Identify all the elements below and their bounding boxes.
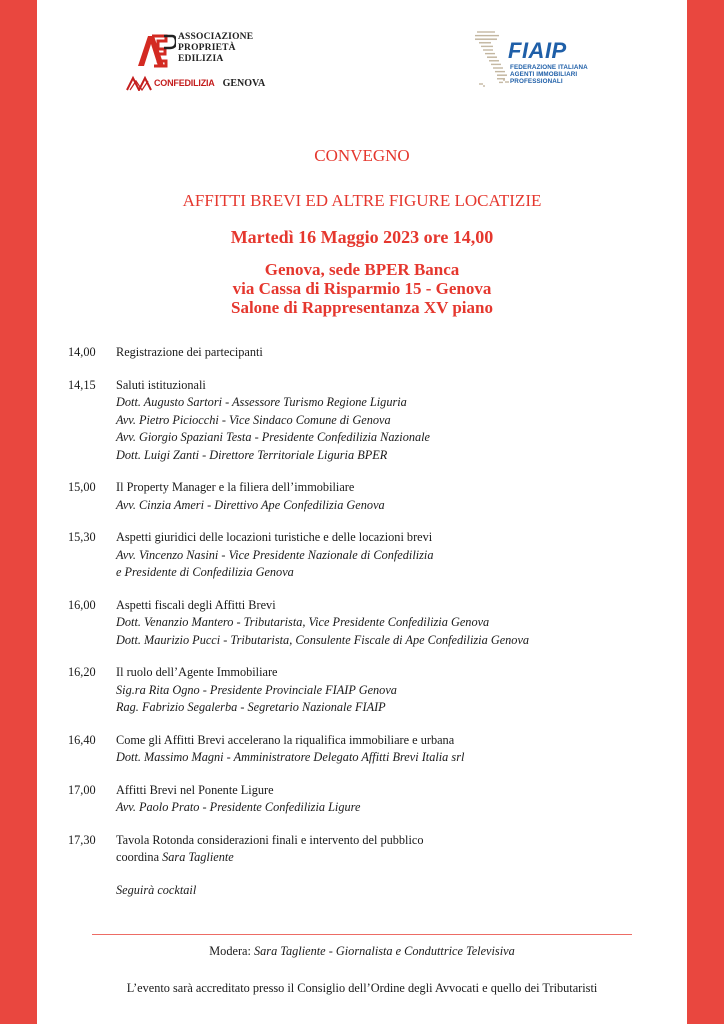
program-title: Aspetti giuridici delle locazioni turistiche e delle locazioni brevi — [116, 530, 433, 544]
confedilizia-icon — [126, 75, 152, 91]
program-item — [68, 344, 668, 362]
event-title: AFFITTI BREVI ED ALTRE FIGURE LOCATIZIE — [182, 191, 542, 210]
fiaip-name: FIAIP — [508, 38, 567, 63]
fiaip-sub-line-2: AGENTI IMMOBILIARI — [510, 71, 578, 78]
program-list — [68, 344, 668, 899]
program-speaker: Avv. Cinzia Ameri - Direttivo Ape Confedilizia Genova — [116, 497, 385, 512]
event-location — [37, 260, 687, 317]
coordina-name: Sara Tagliente — [162, 850, 234, 864]
program-title: Aspetti fiscali degli Affitti Brevi — [116, 597, 276, 612]
program-speaker: Dott. Venanzio Mantero - Tributarista, Vice Presidente Confedilizia Genova — [116, 615, 490, 629]
location-line-3: Salone di Rappresentanza XV piano — [231, 298, 493, 317]
program-title: Saluti istituzionali — [116, 377, 206, 392]
program-item — [68, 529, 668, 582]
program-item — [68, 597, 668, 650]
program-speaker: Dott. Augusto Sartori - Assessore Turismo Regione Liguria — [116, 395, 407, 409]
accreditation-note: L’evento sarà accreditato presso il Consiglio dell’Ordine degli Avvocati e quello dei Tributaristi — [126, 981, 598, 995]
ape-logo-mark — [136, 32, 176, 70]
program-time: 17,00 — [68, 782, 96, 797]
program-time: 15,00 — [68, 480, 96, 494]
confedilizia-row — [126, 74, 265, 92]
program-item — [68, 377, 668, 465]
program-title: Tavola Rotonda considerazioni finali e intervento del pubblico — [116, 832, 424, 847]
confedilizia-label: CONFEDILIZIA — [154, 78, 215, 88]
cocktail-note: Seguirà cocktail — [116, 882, 197, 897]
program-speaker: Rag. Fabrizio Segalerba - Segretario Nazionale FIAIP — [116, 700, 386, 714]
program-speaker: Avv. Giorgio Spaziani Testa - Presidente Confedilizia Nazionale — [116, 430, 431, 444]
moderator-line — [37, 944, 687, 959]
program-item — [68, 782, 668, 817]
location-line-1: Genova, sede BPER Banca — [264, 260, 460, 279]
program-title: Come gli Affitti Brevi accelerano la riqualifica immobiliare e urbana — [116, 732, 455, 747]
ape-name-line-2: PROPRIETÀ — [178, 43, 236, 53]
program-item — [68, 479, 668, 514]
ape-confedilizia-logo — [126, 30, 286, 92]
program-title: Il ruolo dell’Agente Immobiliare — [116, 665, 278, 679]
fiaip-sub-line-3: PROFESSIONALI — [510, 78, 563, 85]
left-red-border — [0, 0, 37, 1024]
event-date: Martedì 16 Maggio 2023 ore 14,00 — [230, 227, 494, 247]
program-title: Affitti Brevi nel Ponente Ligure — [116, 782, 274, 797]
program-speaker: Dott. Massimo Magni - Amministratore Delegato Affitti Brevi Italia srl — [116, 750, 465, 764]
program-speaker: e Presidente di Confedilizia Genova — [116, 565, 294, 579]
modera-label: Modera: — [209, 944, 251, 958]
program-item — [68, 732, 668, 767]
program-speaker: Dott. Luigi Zanti - Direttore Territoriale Liguria BPER — [116, 447, 388, 462]
program-speaker: Dott. Maurizio Pucci - Tributarista, Consulente Fiscale di Ape Confedilizia Genova — [116, 632, 530, 647]
fiaip-sub-line-1: FEDERAZIONE ITALIANA — [510, 64, 588, 71]
program-speaker: Avv. Paolo Prato - Presidente Confedilizia Ligure — [116, 800, 361, 814]
fiaip-subtitle — [510, 64, 588, 85]
program-time: 16,20 — [68, 665, 96, 679]
program-time: 17,30 — [68, 832, 96, 847]
confedilizia-city: GENOVA — [222, 77, 266, 89]
ape-name-line-1: ASSOCIAZIONE — [178, 32, 254, 42]
program-time: 15,30 — [68, 530, 96, 544]
program-time: 16,00 — [68, 597, 96, 612]
ape-name — [178, 32, 253, 65]
program-title: Il Property Manager e la filiera dell’immobiliare — [116, 480, 355, 494]
program-coordina — [116, 849, 668, 867]
program-time: 14,15 — [68, 377, 96, 392]
fiaip-logo — [470, 28, 610, 92]
modera-name: Sara Tagliente - Giornalista e Conduttrice Televisiva — [254, 944, 515, 958]
program-speaker: Avv. Vincenzo Nasini - Vice Presidente Nazionale di Confedilizia — [116, 547, 434, 562]
convegno-label: CONVEGNO — [314, 146, 410, 165]
program-item — [68, 664, 668, 717]
right-red-border — [687, 0, 724, 1024]
location-line-2: via Cassa di Risparmio 15 - Genova — [232, 279, 492, 298]
program-time: 16,40 — [68, 732, 96, 747]
program-speaker: Sig.ra Rita Ogno - Presidente Provinciale FIAIP Genova — [116, 682, 397, 697]
ape-name-line-3: EDILIZIA — [178, 54, 224, 64]
program-speaker: Avv. Pietro Piciocchi - Vice Sindaco Comune di Genova — [116, 412, 391, 427]
program-title: Registrazione dei partecipanti — [116, 345, 263, 359]
footer-divider — [92, 934, 632, 935]
coordina-label: coordina — [116, 850, 160, 864]
program-item — [68, 832, 668, 867]
program-time: 14,00 — [68, 345, 96, 359]
